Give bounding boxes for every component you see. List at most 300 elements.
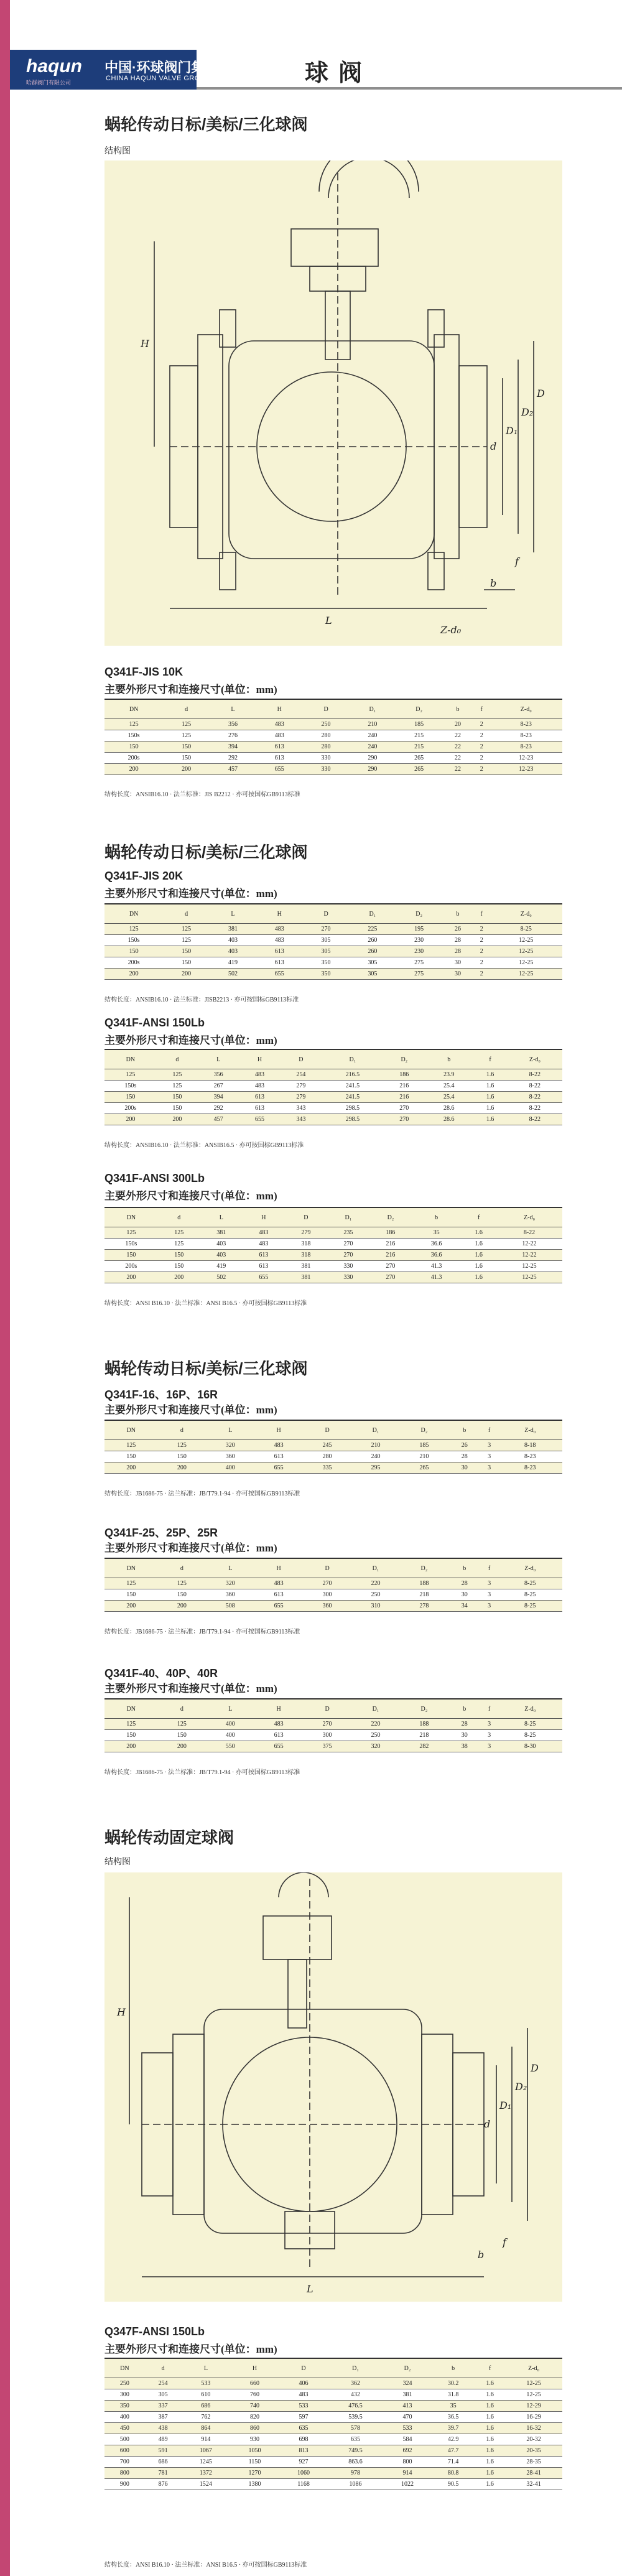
table-cell: 225 [349, 924, 396, 935]
table-cell: 200 [157, 1601, 206, 1612]
table-cell: 42.9 [432, 2434, 475, 2445]
table-cell: 500 [104, 2434, 145, 2445]
table-cell: 483 [256, 719, 303, 730]
table-note: 结构长度：JB1686-75 · 法兰标准：JB/T79.1-94 · 亦可按国标GB9113标准 [104, 1490, 300, 1497]
table-cell: 1380 [230, 2479, 279, 2490]
table-cell: 400 [206, 1462, 254, 1474]
table-cell: 1524 [182, 2479, 231, 2490]
table-cell: 1.6 [475, 2412, 505, 2423]
table-cell: 280 [303, 1451, 351, 1462]
table-cell: 150 [163, 957, 210, 969]
table-cell: 1.6 [461, 1250, 496, 1261]
table-cell: 30.2 [432, 2378, 475, 2389]
table-cell: 292 [198, 1103, 239, 1114]
section-title: 蜗轮传动日标/美标/三化球阀 [104, 115, 308, 134]
column-header: L [206, 1420, 254, 1440]
column-header: d [157, 1049, 198, 1069]
table-cell: 30 [442, 969, 473, 980]
table-note: 结构长度：ANSIB16.10 · 法兰标准：JISB2213 · 亦可按国标GB9113标准 [104, 997, 299, 1003]
column-header: DN [104, 1558, 157, 1578]
table-cell: 150 [104, 1250, 158, 1261]
table-row [104, 1719, 562, 1730]
table-cell: 381 [285, 1261, 327, 1272]
table-cell: 200 [104, 1462, 157, 1474]
table-cell: 150 [158, 1261, 200, 1272]
table-cell: 150 [163, 753, 210, 764]
table-cell: 613 [256, 753, 303, 764]
table-cell: 8-23 [490, 730, 562, 742]
table-cell: 457 [210, 764, 256, 775]
table-cell: 1.6 [475, 2378, 505, 2389]
table-cell: 483 [256, 935, 303, 946]
table-cell: 403 [210, 935, 256, 946]
table-cell: 150s [104, 935, 163, 946]
table-cell: 125 [157, 1069, 198, 1081]
table-cell: 216.5 [322, 1069, 384, 1081]
column-header: H [254, 1420, 303, 1440]
table-cell: 381 [285, 1272, 327, 1283]
label-d1: D₁ [499, 2099, 512, 2111]
table-cell: 330 [303, 753, 350, 764]
table-cell: 279 [281, 1081, 322, 1092]
table-cell: 8-22 [496, 1227, 562, 1239]
column-header: H [256, 904, 303, 924]
column-header: DN [104, 699, 163, 719]
table-cell: 3 [481, 1741, 498, 1752]
table-cell: 613 [243, 1250, 285, 1261]
table-cell: 550 [206, 1741, 254, 1752]
table-cell: 305 [349, 957, 396, 969]
table-cell: 230 [396, 935, 442, 946]
table-cell: 330 [327, 1261, 369, 1272]
table-cell: 270 [369, 1261, 412, 1272]
table-row [104, 1589, 562, 1601]
table-cell: 470 [383, 2412, 432, 2423]
table-cell: 1.6 [475, 2389, 505, 2401]
spec-table [104, 2358, 562, 2490]
table-cell: 150 [157, 1451, 206, 1462]
column-header: D [303, 904, 350, 924]
column-header: b [442, 904, 473, 924]
column-header: L [182, 2358, 231, 2378]
table-cell: 200 [104, 1741, 157, 1752]
label-l: L [325, 615, 332, 626]
table-cell: 2 [473, 764, 490, 775]
table-cell: 125 [104, 1578, 157, 1589]
table-cell: 292 [210, 753, 256, 764]
table-cell: 432 [328, 2389, 383, 2401]
table-cell: 8-25 [490, 924, 562, 935]
table-cell: 820 [230, 2412, 279, 2423]
column-header: D₁ [322, 1049, 384, 1069]
table-cell: 26 [448, 1440, 481, 1451]
table-cell: 600 [104, 2445, 145, 2457]
table-cell: 125 [104, 924, 163, 935]
table-cell: 930 [230, 2434, 279, 2445]
table-row [104, 753, 562, 764]
table-cell: 200 [157, 1462, 206, 1474]
column-header: L [198, 1049, 239, 1069]
table-cell: 860 [230, 2423, 279, 2434]
table-cell: 343 [281, 1103, 322, 1114]
table-cell: 591 [145, 2445, 182, 2457]
table-cell: 320 [206, 1440, 254, 1451]
column-header: Z-d₀ [498, 1420, 562, 1440]
column-header: d [145, 2358, 182, 2378]
table-cell: 210 [349, 719, 396, 730]
spec-table [104, 1420, 562, 1474]
column-header: D₂ [383, 2358, 432, 2378]
table-cell: 1270 [230, 2468, 279, 2479]
table-cell: 740 [230, 2401, 279, 2412]
table-cell: 305 [349, 969, 396, 980]
table-row [104, 1261, 562, 1272]
table-cell: 700 [104, 2457, 145, 2468]
table-cell: 16-29 [505, 2412, 562, 2423]
table-cell: 150 [163, 946, 210, 957]
table-cell: 150s [104, 1239, 158, 1250]
table-cell: 8-23 [490, 742, 562, 753]
table-cell: 71.4 [432, 2457, 475, 2468]
table-cell: 1060 [279, 2468, 328, 2479]
column-header: D₂ [396, 904, 442, 924]
table-cell: 185 [396, 719, 442, 730]
column-header: d [157, 1420, 206, 1440]
table-cell: 1.6 [461, 1272, 496, 1283]
column-header: DN [104, 1207, 158, 1227]
table-cell: 406 [279, 2378, 328, 2389]
table-cell: 200 [163, 764, 210, 775]
table-cell: 200s [104, 1103, 157, 1114]
table-cell: 218 [400, 1730, 448, 1741]
valve-drawing [104, 160, 562, 646]
table-cell: 613 [254, 1730, 303, 1741]
column-header: Z-d₀ [490, 904, 562, 924]
table-cell: 655 [239, 1114, 280, 1125]
table-cell: 22 [442, 764, 473, 775]
table-cell: 360 [206, 1451, 254, 1462]
table-cell: 186 [369, 1227, 412, 1239]
model-subtitle: 主要外形尺寸和连接尺寸(单位：mm) [104, 888, 277, 900]
label-b: b [478, 2249, 485, 2261]
table-cell: 240 [351, 1451, 400, 1462]
table-row [104, 1272, 562, 1283]
spec-table [104, 903, 562, 980]
table-cell: 692 [383, 2445, 432, 2457]
table-cell: 20-32 [505, 2434, 562, 2445]
table-cell: 200s [104, 1261, 158, 1272]
table-cell: 320 [206, 1578, 254, 1589]
table-cell: 12-25 [496, 1272, 562, 1283]
group-name-en: CHINA HAQUN VALVE GROUP [106, 75, 211, 82]
table-row [104, 2445, 562, 2457]
table-cell: 210 [351, 1440, 400, 1451]
column-header: H [256, 699, 303, 719]
table-cell: 305 [303, 946, 350, 957]
table-cell: 12-25 [490, 969, 562, 980]
label-d: d [490, 440, 497, 452]
table-cell: 270 [303, 1719, 351, 1730]
column-header: Z-d₀ [498, 1558, 562, 1578]
table-row [104, 1103, 562, 1114]
table-cell: 1.6 [473, 1069, 507, 1081]
table-cell: 613 [256, 957, 303, 969]
table-cell: 41.3 [412, 1261, 461, 1272]
model-name: Q347F-ANSI 150Lb [104, 2325, 205, 2338]
label-d2: D₂ [521, 406, 534, 418]
column-header: Z-d₀ [490, 699, 562, 719]
table-cell: 655 [256, 969, 303, 980]
table-cell: 1.6 [475, 2457, 505, 2468]
table-cell: 28 [442, 946, 473, 957]
table-cell: 1.6 [461, 1239, 496, 1250]
table-cell: 240 [349, 742, 396, 753]
table-cell: 584 [383, 2434, 432, 2445]
table-row [104, 946, 562, 957]
table-row [104, 2468, 562, 2479]
column-header: D [281, 1049, 322, 1069]
brand-logo-subtitle: 哈群阀门有限公司 [26, 80, 72, 86]
table-cell: 438 [145, 2423, 182, 2434]
fixed-valve-drawing [104, 1872, 562, 2302]
model-subtitle: 主要外形尺寸和连接尺寸(单位：mm) [104, 684, 277, 695]
column-header: H [254, 1699, 303, 1719]
table-cell: 476.5 [328, 2401, 383, 2412]
column-header: D₂ [400, 1699, 448, 1719]
table-cell: 318 [285, 1250, 327, 1261]
table-cell: 1168 [279, 2479, 328, 2490]
column-header: b [448, 1420, 481, 1440]
table-cell: 1086 [328, 2479, 383, 2490]
label-D: D [531, 2062, 539, 2074]
table-cell: 200 [104, 969, 163, 980]
column-header: Z-d₀ [508, 1049, 562, 1069]
section-title: 蜗轮传动日标/美标/三化球阀 [104, 1359, 308, 1378]
table-cell: 330 [327, 1272, 369, 1283]
table-cell: 125 [163, 935, 210, 946]
table-row [104, 1069, 562, 1081]
table-cell: 613 [239, 1092, 280, 1103]
table-row [104, 2401, 562, 2412]
table-cell: 403 [200, 1239, 243, 1250]
table-cell: 278 [400, 1601, 448, 1612]
table-cell: 1.6 [475, 2434, 505, 2445]
table-cell: 8-22 [508, 1069, 562, 1081]
table-cell: 125 [157, 1578, 206, 1589]
table-cell: 12-22 [496, 1250, 562, 1261]
table-cell: 381 [210, 924, 256, 935]
table-row [104, 957, 562, 969]
brand-logo: haqun [26, 56, 82, 77]
table-row [104, 1081, 562, 1092]
table-cell: 489 [145, 2434, 182, 2445]
table-note: 结构长度：ANSI B16.10 · 法兰标准：ANSI B16.5 · 亦可按国标GB9113标准 [104, 1300, 307, 1307]
table-cell: 125 [157, 1440, 206, 1451]
table-cell: 502 [200, 1272, 243, 1283]
table-cell: 216 [369, 1250, 412, 1261]
table-cell: 150s [104, 730, 163, 742]
spec-table [104, 1207, 562, 1283]
label-d: d [484, 2118, 491, 2130]
table-row [104, 1250, 562, 1261]
table-row [104, 2434, 562, 2445]
table-note: 结构长度：JB1686-75 · 法兰标准：JB/T79.1-94 · 亦可按国标GB9113标准 [104, 1629, 300, 1635]
table-cell: 295 [351, 1462, 400, 1474]
table-cell: 220 [351, 1578, 400, 1589]
table-header-row [104, 1558, 562, 1578]
table-cell: 8-23 [498, 1451, 562, 1462]
model-subtitle: 主要外形尺寸和连接尺寸(单位：mm) [104, 1542, 277, 1554]
table-cell: 22 [442, 742, 473, 753]
label-h: H [117, 2006, 126, 2018]
column-header: D₁ [349, 904, 396, 924]
table-cell: 394 [198, 1092, 239, 1103]
table-cell: 36.5 [432, 2412, 475, 2423]
model-subtitle: 主要外形尺寸和连接尺寸(单位：mm) [104, 1190, 277, 1202]
table-cell: 483 [254, 1440, 303, 1451]
column-header: DN [104, 1699, 157, 1719]
table-cell: 270 [303, 924, 350, 935]
model-subtitle: 主要外形尺寸和连接尺寸(单位：mm) [104, 1683, 277, 1695]
table-cell: 35 [432, 2401, 475, 2412]
table-cell: 457 [198, 1114, 239, 1125]
column-header: d [158, 1207, 200, 1227]
table-cell: 200 [104, 1272, 158, 1283]
table-row [104, 1114, 562, 1125]
table-cell: 12-22 [496, 1239, 562, 1250]
table-cell: 12-23 [490, 764, 562, 775]
table-row [104, 742, 562, 753]
table-cell: 275 [396, 969, 442, 980]
table-cell: 3 [481, 1730, 498, 1741]
table-cell: 28 [448, 1719, 481, 1730]
table-row [104, 1092, 562, 1103]
table-cell: 483 [256, 924, 303, 935]
column-header: D₁ [351, 1699, 400, 1719]
table-cell: 125 [163, 730, 210, 742]
column-header: Z-d₀ [496, 1207, 562, 1227]
page-title: 球阀 [305, 60, 373, 86]
table-cell: 34 [448, 1601, 481, 1612]
column-header: D₁ [328, 2358, 383, 2378]
table-cell: 381 [383, 2389, 432, 2401]
table-cell: 28.6 [425, 1103, 473, 1114]
column-header: D [303, 1699, 351, 1719]
table-cell: 483 [254, 1578, 303, 1589]
table-cell: 350 [303, 969, 350, 980]
table-cell: 218 [400, 1589, 448, 1601]
table-cell: 200 [157, 1114, 198, 1125]
table-cell: 80.8 [432, 2468, 475, 2479]
table-cell: 8-22 [508, 1114, 562, 1125]
table-cell: 150 [104, 1451, 157, 1462]
table-cell: 483 [256, 730, 303, 742]
column-header: H [254, 1558, 303, 1578]
table-header-row [104, 1699, 562, 1719]
column-header: Z-d₀ [505, 2358, 562, 2378]
table-cell: 150 [157, 1092, 198, 1103]
table-cell: 762 [182, 2412, 231, 2423]
table-row [104, 764, 562, 775]
table-cell: 200s [104, 957, 163, 969]
label-d1: D₁ [506, 425, 518, 437]
table-cell: 22 [442, 730, 473, 742]
table-cell: 26 [442, 924, 473, 935]
table-row [104, 1730, 562, 1741]
table-cell: 381 [200, 1227, 243, 1239]
table-cell: 150 [157, 1730, 206, 1741]
column-header: DN [104, 904, 163, 924]
table-cell: 533 [383, 2423, 432, 2434]
table-cell: 39.7 [432, 2423, 475, 2434]
table-row [104, 935, 562, 946]
table-cell: 90.5 [432, 2479, 475, 2490]
table-cell: 1.6 [461, 1261, 496, 1272]
label-l: L [307, 2283, 313, 2295]
table-cell: 125 [163, 719, 210, 730]
table-cell: 3 [481, 1578, 498, 1589]
label-f: f [503, 2236, 506, 2248]
table-cell: 28-35 [505, 2457, 562, 2468]
table-cell: 419 [200, 1261, 243, 1272]
table-cell: 400 [206, 1730, 254, 1741]
table-cell: 8-25 [498, 1601, 562, 1612]
model-name: Q341F-ANSI 150Lb [104, 1016, 205, 1029]
table-row [104, 1440, 562, 1451]
table-cell: 8-23 [498, 1462, 562, 1474]
table-row [104, 1227, 562, 1239]
table-cell: 533 [182, 2378, 231, 2389]
table-cell: 1067 [182, 2445, 231, 2457]
table-cell: 864 [182, 2423, 231, 2434]
table-cell: 450 [104, 2423, 145, 2434]
column-header: b [425, 1049, 473, 1069]
table-cell: 125 [157, 1081, 198, 1092]
column-header: D₁ [351, 1420, 400, 1440]
left-accent-bar [0, 0, 10, 2576]
table-cell: 265 [396, 764, 442, 775]
table-cell: 686 [182, 2401, 231, 2412]
table-cell: 8-25 [498, 1589, 562, 1601]
column-header: L [210, 699, 256, 719]
table-cell: 1.6 [473, 1103, 507, 1114]
table-cell: 356 [198, 1069, 239, 1081]
table-cell: 655 [256, 764, 303, 775]
table-cell: 36.6 [412, 1250, 461, 1261]
table-cell: 8-18 [498, 1440, 562, 1451]
table-row [104, 719, 562, 730]
table-cell: 686 [145, 2457, 182, 2468]
column-header: L [206, 1558, 254, 1578]
table-cell: 280 [303, 730, 350, 742]
column-header: d [163, 904, 210, 924]
table-row [104, 1239, 562, 1250]
column-header: L [200, 1207, 243, 1227]
table-cell: 2 [473, 946, 490, 957]
section-title: 蜗轮传动固定球阀 [104, 1828, 234, 1847]
table-cell: 240 [349, 730, 396, 742]
table-cell: 403 [210, 946, 256, 957]
table-cell: 978 [328, 2468, 383, 2479]
table-cell: 698 [279, 2434, 328, 2445]
table-cell: 360 [303, 1601, 351, 1612]
table-cell: 20-35 [505, 2445, 562, 2457]
group-name-cn: 中国·环球阀门集团 [104, 60, 219, 75]
table-cell: 483 [243, 1227, 285, 1239]
table-note: 结构长度：ANSIB16.10 · 法兰标准：ANSIB16.5 · 亦可按国标GB9113标准 [104, 1142, 304, 1149]
table-cell: 250 [351, 1730, 400, 1741]
table-cell: 3 [481, 1462, 498, 1474]
